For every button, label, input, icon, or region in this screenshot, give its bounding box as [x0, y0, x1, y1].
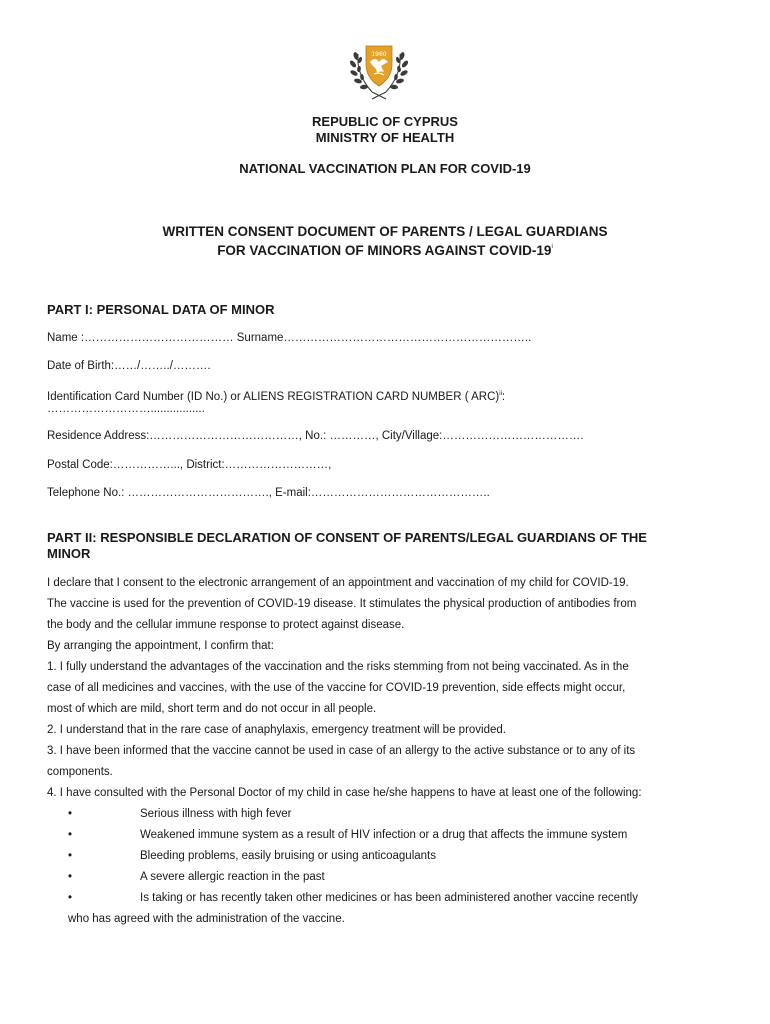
bullet-icon: •: [68, 871, 73, 883]
declaration-line: case of all medicines and vaccines, with the use of the vaccine for COVID-19 prevention, side effects might occur,: [47, 682, 626, 694]
declaration-line: The vaccine is used for the prevention of COVID-19 disease. It stimulates the physical production of antibodies from: [47, 598, 637, 610]
svg-text:1960: 1960: [371, 51, 387, 58]
part-2-heading-line-2: MINOR: [47, 546, 91, 561]
bullet-icon: •: [68, 829, 73, 841]
postal-district-field[interactable]: Postal Code:……………..., District:………………………,: [47, 459, 332, 471]
date-of-birth-field[interactable]: Date of Birth:……/……../……….: [47, 360, 211, 372]
declaration-line: 2. I understand that in the rare case of anaphylaxis, emergency treatment will be provided.: [47, 724, 506, 736]
residence-address-field[interactable]: Residence Address:…………………………………, No.: …………, City/Village:……………………………….: [47, 430, 584, 442]
list-item-text: Bleeding problems, easily bruising or using anticoagulants: [140, 850, 436, 862]
list-item-text: Serious illness with high fever: [140, 808, 292, 820]
declaration-line: components.: [47, 766, 113, 778]
ministry-heading: MINISTRY OF HEALTH: [315, 130, 455, 145]
declaration-line: By arranging the appointment, I confirm that:: [47, 640, 274, 652]
document-title-text: FOR VACCINATION OF MINORS AGAINST COVID-19: [217, 243, 552, 258]
document-title-line-1: WRITTEN CONSENT DOCUMENT OF PARENTS / LEGAL GUARDIANS: [162, 224, 608, 239]
declaration-line: 4. I have consulted with the Personal Doctor of my child in case he/she happens to have at least one of the following:: [47, 787, 642, 799]
list-item-text: Weakened immune system as a result of HIV infection or a drug that affects the immune system: [140, 829, 628, 841]
bullet-icon: •: [68, 892, 73, 904]
list-item: [68, 849, 738, 864]
list-item: [68, 828, 738, 843]
part-2-heading-line-1: PART II: RESPONSIBLE DECLARATION OF CONSENT OF PARENTS/LEGAL GUARDIANS OF THE: [47, 530, 647, 545]
bullet-icon: •: [68, 808, 73, 820]
list-item: [68, 891, 738, 906]
list-continuation: who has agreed with the administration of the vaccine.: [68, 913, 345, 925]
republic-heading: REPUBLIC OF CYPRUS: [312, 114, 458, 129]
declaration-line: 1. I fully understand the advantages of the vaccination and the risks stemming from not being vaccinated. As in the: [47, 661, 629, 673]
id-label-colon: :: [501, 391, 506, 403]
bullet-icon: •: [68, 850, 73, 862]
list-item: [68, 807, 738, 822]
title-footnote-mark: i: [551, 244, 553, 250]
declaration-line: 3. I have been informed that the vaccine cannot be used in case of an allergy to the active substance or to any of its: [47, 745, 636, 757]
id-label-text: Identification Card Number (ID No.) or ALIENS REGISTRATION CARD NUMBER ( ARC): [47, 391, 500, 403]
telephone-email-field[interactable]: Telephone No.: ………………………………., E-mail:………………………………………..: [47, 487, 490, 499]
part-1-heading: PART I: PERSONAL DATA OF MINOR: [47, 302, 275, 317]
list-item: [68, 870, 738, 885]
list-item-text: Is taking or has recently taken other medicines or has been administered another vaccine recently: [140, 892, 638, 904]
list-item-text: A severe allergic reaction in the past: [140, 871, 325, 883]
declaration-line: most of which are mild, short term and do not occur in all people.: [47, 703, 377, 715]
declaration-line: the body and the cellular immune response to protect against disease.: [47, 619, 405, 631]
id-number-field[interactable]: ……………………….................: [47, 403, 205, 415]
document-title-line-2: [0, 239, 770, 259]
name-surname-field[interactable]: Name :………………………………… Surname………………………………………………………..: [47, 332, 532, 344]
declaration-line: I declare that I consent to the electronic arrangement of an appointment and vaccination of my child for COVID-19.: [47, 577, 629, 589]
plan-heading: NATIONAL VACCINATION PLAN FOR COVID-19: [239, 161, 531, 176]
cyprus-coat-of-arms-icon: [348, 42, 410, 100]
id-footnote-mark: ii: [499, 391, 502, 397]
